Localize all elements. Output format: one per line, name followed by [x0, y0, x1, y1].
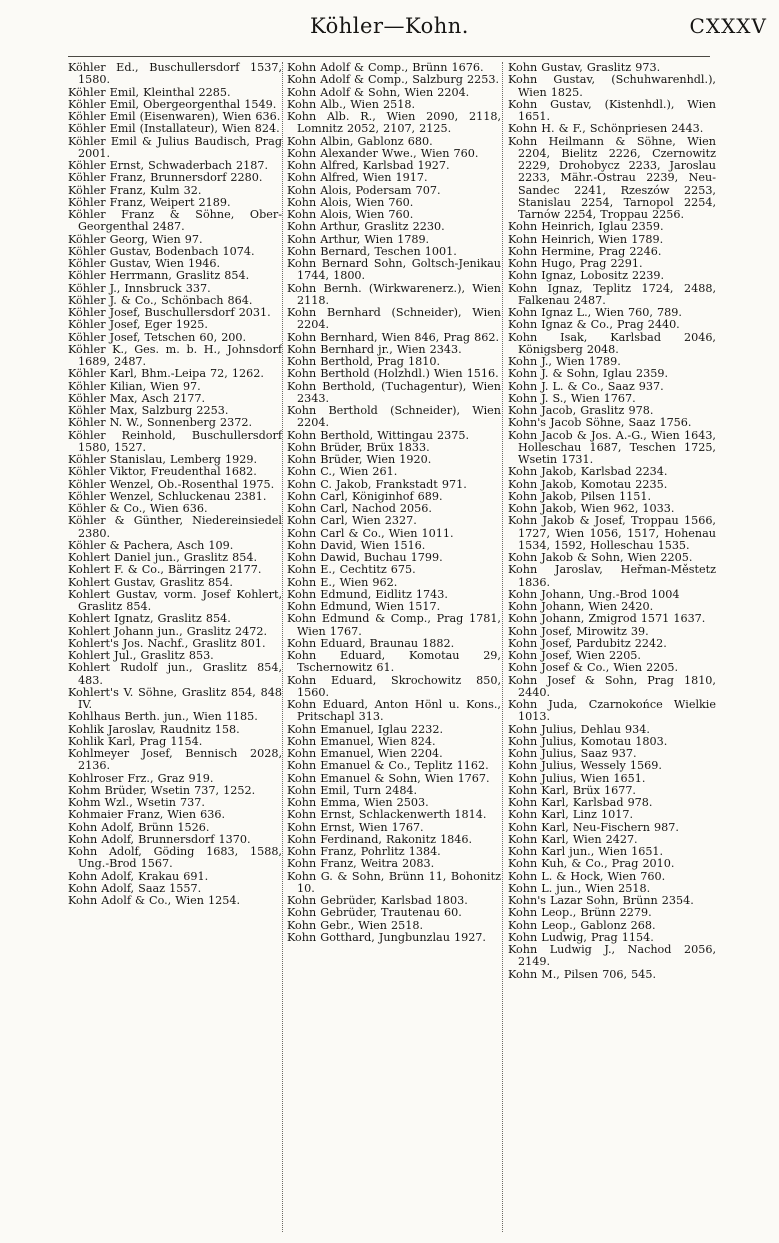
directory-entry: Köhler Stanislau, Lemberg 1929.: [68, 453, 258, 466]
directory-entry: Kohn Alexander Wwe., Wien 760.: [287, 146, 479, 160]
directory-entry: Kohn Jakob & Sohn, Wien 2205.: [508, 551, 693, 564]
directory-entry: Kohn Leop., Brünn 2279.: [508, 906, 652, 920]
directory-entry: Kohlert's Jos. Nachf., Graslitz 801.: [68, 636, 266, 650]
directory-entry: Kohn Karl jun., Wien 1651.: [508, 845, 664, 858]
page-header: [0, 8, 779, 48]
directory-entry: Kohlmeyer Josef, Bennisch 2028, 2136.: [68, 747, 282, 773]
column-divider: [502, 62, 504, 1232]
directory-entry: Kohn Jacob & Jos. A.-G., Wien 1643, Holleschau 1687, Teschen 1725, Wsetin 1731.: [508, 428, 716, 466]
directory-entry: Kohn Leop., Gablonz 268.: [508, 918, 656, 932]
directory-entry: Kohn Karl, Linz 1017.: [508, 808, 634, 822]
directory-entry: Kohn Gotthard, Jungbunzlau 1927.: [287, 930, 486, 944]
header-rule: [68, 56, 710, 57]
directory-entry: Kohn Gebrüder, Karlsbad 1803.: [287, 894, 468, 907]
directory-entry: Kohn Alois, Podersam 707.: [287, 183, 441, 197]
directory-entry: Kohn Alb., Wien 2518.: [287, 97, 416, 111]
directory-entry: Kohn Ludwig, Prag 1154.: [508, 930, 654, 944]
directory-entry: Kohn Arthur, Graslitz 2230.: [287, 220, 445, 234]
directory-entry: Kohn Adolf & Co., Wien 1254.: [68, 894, 241, 907]
directory-entry: Kohn Ignaz & Co., Prag 2440.: [508, 318, 680, 332]
directory-entry: Kohlhaus Berth. jun., Wien 1185.: [68, 710, 258, 724]
directory-entry: Köhler Emil (Eisenwaren), Wien 636.: [68, 110, 281, 123]
column-2: [287, 62, 501, 1234]
directory-entry: Kohn Jakob, Pilsen 1151.: [508, 489, 652, 503]
directory-entry: Kohn Bernard Sohn, Goltsch-Jenikau 1744, 1800.: [287, 257, 501, 283]
directory-entry: Kohn Hermine, Prag 2246.: [508, 244, 662, 258]
directory-entry: Kohn C. Jakob, Frankstadt 971.: [287, 477, 467, 491]
directory-entry: Kohn Ignaz, Lobositz 2239.: [508, 269, 665, 283]
directory-entry: Kohn M., Pilsen 706, 545.: [508, 967, 657, 981]
directory-entry: Kohmaier Franz, Wien 636.: [68, 808, 226, 822]
directory-entry: Kohn Emanuel, Wien 2204.: [287, 747, 443, 760]
directory-entry: Kohn Brüder, Brüx 1833.: [287, 440, 430, 454]
directory-entry: Kohn Carl & Co., Wien 1011.: [287, 526, 454, 540]
directory-entry: Kohn Ignaz, Teplitz 1724, 2488, Falkenau 2487.: [508, 281, 716, 307]
directory-entry: Köhler Herrmann, Graslitz 854.: [68, 269, 250, 283]
directory-entry: Kohlert Jul., Graslitz 853.: [68, 649, 214, 662]
directory-entry: Kohn Jakob & Josef, Troppau 1566, 1727, Wien 1056, 1517, Hohenau 1534, 1592, Holleschau 1535.: [508, 514, 716, 552]
directory-entry: Kohn Heinrich, Wien 1789.: [508, 232, 664, 246]
directory-entry: Köhler Josef, Buschullersdorf 2031.: [68, 306, 271, 319]
directory-entry: Kohn Ferdinand, Rakonitz 1846.: [287, 832, 473, 846]
directory-entry: Kohn Edmund & Comp., Prag 1781, Wien 1767.: [287, 612, 501, 638]
directory-entry: Kohn Adolf, Saaz 1557.: [68, 881, 202, 895]
directory-entry: Kohn Carl, Königinhof 689.: [287, 489, 443, 503]
column-divider: [282, 62, 284, 1232]
directory-entry: Kohn Jakob, Karlsbad 2234.: [508, 465, 668, 479]
directory-entry: Kohn Bernh. (Wirkwarenerz.), Wien 2118.: [287, 281, 501, 307]
directory-entry: Kohn Josef, Wien 2205.: [508, 649, 641, 662]
directory-entry: Kohn Adolf, Brünn 1526.: [68, 820, 210, 834]
directory-entry: Kohn J. L. & Co., Saaz 937.: [508, 379, 664, 393]
directory-entry: Kohn Alois, Wien 760.: [287, 195, 414, 209]
directory-entry: Kohn Arthur, Wien 1789.: [287, 232, 430, 246]
directory-entry: Kohn Emil, Turn 2484.: [287, 783, 418, 797]
directory-entry: Kohn Johann, Ung.-Brod 1004: [508, 587, 680, 601]
directory-entry: Köhler K., Ges. m. b. H., Johnsdorf 1689, 2487.: [68, 342, 282, 368]
directory-entry: Kohm Brüder, Wsetin 737, 1252.: [68, 783, 256, 797]
directory-entry: Kohm Wzl., Wsetin 737.: [68, 796, 205, 809]
directory-entry: Kohn Jaroslav, Heřman-Městetz 1836.: [508, 563, 716, 589]
directory-entry: Köhler Franz, Weipert 2189.: [68, 195, 231, 209]
directory-entry: Kohn Emanuel, Wien 824.: [287, 734, 436, 748]
directory-entry: Köhler Emil (Installateur), Wien 824.: [68, 122, 280, 136]
directory-entry: Kohn Julius, Dehlau 934.: [508, 722, 650, 736]
directory-entry: Kohn Carl, Wien 2327.: [287, 514, 417, 528]
column-3: [508, 62, 716, 1234]
directory-entry: Kohn's Lazar Sohn, Brünn 2354.: [508, 894, 694, 907]
directory-entry: Köhler Gustav, Bodenbach 1074.: [68, 244, 255, 258]
directory-entry: Kohlert Gustav, vorm. Josef Kohlert, Graslitz 854.: [68, 587, 282, 613]
directory-entry: Köhler & Co., Wien 636.: [68, 502, 208, 515]
directory-entry: Kohlert Daniel jun., Graslitz 854.: [68, 551, 258, 564]
directory-entry: Köhler N. W., Sonnenberg 2372.: [68, 416, 253, 430]
directory-entry: Kohn Adolf, Göding 1683, 1588, Ung.-Brod 1567.: [68, 845, 282, 871]
directory-entry: Kohn Julius, Wien 1651.: [508, 771, 646, 785]
directory-entry: Kohn Jakob, Komotau 2235.: [508, 477, 668, 491]
directory-entry: Kohn Jakob, Wien 962, 1033.: [508, 502, 675, 515]
directory-entry: Kohn Edmund, Wien 1517.: [287, 600, 441, 613]
directory-entry: Köhler Georg, Wien 97.: [68, 232, 203, 246]
directory-entry: Kohlert Johann jun., Graslitz 2472.: [68, 624, 268, 638]
directory-entry: Kohn Emanuel & Co., Teplitz 1162.: [287, 759, 489, 773]
directory-entry: Kohn Heinrich, Iglau 2359.: [508, 220, 664, 234]
directory-entry: Kohn Albin, Gablonz 680.: [287, 134, 433, 148]
directory-entry: Kohn E., Wien 962.: [287, 575, 398, 589]
directory-entry: Kohlert Gustav, Graslitz 854.: [68, 575, 233, 589]
directory-entry: Kohn Karl, Brüx 1677.: [508, 783, 636, 797]
directory-entry: Köhler Ed., Buschullersdorf 1537, 1580.: [68, 62, 282, 87]
directory-entry: Kohlert Rudolf jun., Graslitz 854, 483.: [68, 661, 282, 687]
directory-entry: Kohn Gebr., Wien 2518.: [287, 918, 424, 932]
directory-entry: Kohn Johann, Zmigrod 1571 1637.: [508, 612, 706, 626]
directory-entry: Köhler Viktor, Freudenthal 1682.: [68, 465, 257, 479]
directory-entry: Kohn Juda, Czarnokońce Wielkie 1013.: [508, 698, 716, 724]
directory-entry: Köhler & Günther, Niedereinsiedel 2380.: [68, 514, 282, 540]
directory-entry: Köhler Emil, Kleinthal 2285.: [68, 85, 231, 99]
directory-entry: Kohn H. & F., Schönpriesen 2443.: [508, 122, 704, 136]
directory-entry: Kohn Gebrüder, Trautenau 60.: [287, 906, 462, 920]
directory-entry: Kohn L. & Hock, Wien 760.: [508, 869, 666, 883]
directory-entry: Kohn G. & Sohn, Brünn 11, Bohonitz 10.: [287, 869, 501, 895]
directory-entry: Köhler Josef, Eger 1925.: [68, 318, 208, 332]
directory-entry: Kohn J., Wien 1789.: [508, 355, 621, 368]
directory-entry: Kohn David, Wien 1516.: [287, 538, 426, 552]
directory-entry: Köhler Max, Salzburg 2253.: [68, 404, 229, 417]
directory-entry: Kohn Isak, Karlsbad 2046, Königsberg 2048.: [508, 330, 716, 356]
directory-entry: Köhler Emil, Obergeorgenthal 1549.: [68, 97, 277, 111]
directory-entry: Kohn Gustav, (Kistenhdl.), Wien 1651.: [508, 97, 716, 123]
directory-entry: Köhler Wenzel, Schluckenau 2381.: [68, 489, 267, 503]
directory-entry: Kohn Eduard, Komotau 29, Tschernowitz 61.: [287, 649, 501, 675]
directory-entry: Kohn Alb. R., Wien 2090, 2118, Lomnitz 2052, 2107, 2125.: [287, 110, 501, 136]
directory-entry: Kohn Emma, Wien 2503.: [287, 796, 429, 809]
directory-entry: Köhler J. & Co., Schönbach 864.: [68, 293, 253, 307]
directory-entry: Kohn's Jacob Söhne, Saaz 1756.: [508, 416, 692, 430]
directory-entry: Kohn Adolf, Brunnersdorf 1370.: [68, 832, 251, 846]
directory-entry: Kohn Edmund, Eidlitz 1743.: [287, 587, 448, 601]
directory-entry: Kohlert Ignatz, Graslitz 854.: [68, 612, 231, 626]
directory-entry: Köhler J., Innsbruck 337.: [68, 281, 211, 295]
directory-entry: Köhler Reinhold, Buschullersdorf 1580, 1527.: [68, 428, 282, 454]
directory-entry: Kohn Alois, Wien 760.: [287, 208, 414, 221]
directory-entry: Kohn Adolf & Comp., Salzburg 2253.: [287, 73, 500, 87]
directory-entry: Köhler Ernst, Schwaderbach 2187.: [68, 159, 269, 172]
directory-entry: Kohn Berthold, Wittingau 2375.: [287, 428, 470, 442]
directory-entry: Kohn Emanuel, Iglau 2232.: [287, 722, 444, 736]
directory-entry: Kohn Berthold, (Tuchagentur), Wien 2343.: [287, 379, 501, 405]
directory-entry: Kohn Josef & Co., Wien 2205.: [508, 661, 679, 675]
directory-entry: Kohn Kuh, & Co., Prag 2010.: [508, 857, 675, 871]
directory-entry: Kohn C., Wien 261.: [287, 465, 398, 479]
page-number: CXXXV: [689, 14, 767, 38]
directory-entry: Kohn Alfred, Karlsbad 1927.: [287, 159, 450, 172]
directory-entry: Kohn Eduard, Skrochowitz 850, 1560.: [287, 673, 501, 699]
directory-entry: Kohn Brüder, Wien 1920.: [287, 453, 432, 466]
directory-entry: Kohn J. & Sohn, Iglau 2359.: [508, 367, 669, 381]
directory-entry: Kohn Bernard, Teschen 1001.: [287, 244, 457, 258]
page-title: Köhler—Kohn.: [310, 14, 469, 38]
directory-entry: Kohlik Karl, Prag 1154.: [68, 734, 203, 748]
directory-entry: Kohn Alfred, Wien 1917.: [287, 171, 428, 185]
directory-entry: Kohn Carl, Nachod 2056.: [287, 502, 432, 515]
directory-entry: Kohn Heilmann & Söhne, Wien 2204, Bielitz 2226, Czernowitz 2229, Drohobycz 2233, Jaroslau 2233, Mähr.-Ostrau 2239, Neu-Sandec 2241, Rzeszów 2253, Stanislau 2254, Tarnopol 2254, Tarnów 2254, Troppau 2256.: [508, 134, 716, 221]
directory-entry: Kohn Josef, Mirowitz 39.: [508, 624, 649, 638]
column-1: [68, 62, 282, 1234]
directory-entry: Kohlik Jaroslav, Raudnitz 158.: [68, 722, 240, 736]
directory-entry: Kohn Josef & Sohn, Prag 1810, 2440.: [508, 673, 716, 699]
directory-entry: Kohn L. jun., Wien 2518.: [508, 881, 651, 895]
directory-entry: Kohlroser Frz., Graz 919.: [68, 771, 214, 785]
directory-entry: Köhler Franz & Söhne, Ober-Georgenthal 2487.: [68, 208, 282, 234]
directory-entry: Kohn Karl, Karlsbad 978.: [508, 796, 653, 809]
directory-entry: Köhler Karl, Bhm.-Leipa 72, 1262.: [68, 367, 264, 381]
directory-entry: Kohn J. S., Wien 1767.: [508, 391, 636, 405]
directory-entry: Köhler & Pachera, Asch 109.: [68, 538, 234, 552]
directory-entry: Kohn Jacob, Graslitz 978.: [508, 404, 654, 417]
directory-entry: Kohn Dawid, Buchau 1799.: [287, 551, 443, 564]
directory-entry: Kohn Franz, Weitra 2083.: [287, 857, 435, 871]
directory-entry: Kohn Ernst, Schlackenwerth 1814.: [287, 808, 487, 822]
directory-entry: Kohn E., Cechtitz 675.: [287, 563, 416, 577]
directory-entry: Kohn Emanuel & Sohn, Wien 1767.: [287, 771, 490, 785]
directory-entry: Kohn Julius, Wessely 1569.: [508, 759, 662, 773]
directory-entry: Kohlert's V. Söhne, Graslitz 854, 848 IV.: [68, 685, 282, 711]
directory-entry: Kohn Eduard, Anton Hönl u. Kons., Pritschapl 313.: [287, 698, 501, 724]
directory-entry: Kohn Karl, Wien 2427.: [508, 832, 638, 846]
directory-entry: Köhler Max, Asch 2177.: [68, 391, 206, 405]
directory-entry: Kohn Julius, Komotau 1803.: [508, 734, 668, 748]
directory-entry: Köhler Gustav, Wien 1946.: [68, 257, 221, 270]
directory-entry: Köhler Franz, Kulm 32.: [68, 183, 202, 197]
directory-entry: Kohn Adolf & Sohn, Wien 2204.: [287, 85, 470, 99]
directory-entry: Kohn Eduard, Braunau 1882.: [287, 636, 455, 650]
directory-entry: Kohn Berthold (Schneider), Wien 2204.: [287, 404, 501, 430]
directory-entry: Köhler Wenzel, Ob.-Rosenthal 1975.: [68, 477, 275, 491]
directory-entry: Kohn Bernhard jr., Wien 2343.: [287, 342, 462, 356]
directory-entry: Kohn Karl, Neu-Fischern 987.: [508, 820, 679, 834]
directory-entry: Kohn Bernhard (Schneider), Wien 2204.: [287, 306, 501, 332]
directory-entry: Köhler Josef, Tetschen 60, 200.: [68, 330, 247, 344]
directory-entry: Kohn Berthold (Holzhdl.) Wien 1516.: [287, 367, 499, 381]
directory-entry: Kohn Adolf, Krakau 691.: [68, 869, 209, 883]
directory-entry: Kohn Gustav, Graslitz 973.: [508, 62, 661, 74]
directory-entry: Kohn Julius, Saaz 937.: [508, 747, 637, 760]
directory-entry: Kohn Josef, Pardubitz 2242.: [508, 636, 667, 650]
directory-entry: Kohn Johann, Wien 2420.: [508, 600, 654, 613]
directory-entry: Kohn Ludwig J., Nachod 2056, 2149.: [508, 943, 716, 969]
directory-entry: Kohn Ignaz L., Wien 760, 789.: [508, 306, 682, 319]
directory-entry: Köhler Kilian, Wien 97.: [68, 379, 201, 393]
directory-entry: Kohn Gustav, (Schuhwarenhdl.), Wien 1825.: [508, 73, 716, 99]
directory-entry: Kohn Berthold, Prag 1810.: [287, 355, 441, 368]
directory-entry: Köhler Emil & Julius Baudisch, Prag 2001.: [68, 134, 282, 160]
directory-entry: Kohn Franz, Pohrlitz 1384.: [287, 845, 441, 858]
directory-entry: Köhler Franz, Brunnersdorf 2280.: [68, 171, 263, 185]
directory-entry: Kohn Adolf & Comp., Brünn 1676.: [287, 62, 484, 74]
directory-entry: Kohn Hugo, Prag 2291.: [508, 257, 643, 270]
directory-entry: Kohn Ernst, Wien 1767.: [287, 820, 424, 834]
directory-entry: Kohn Bernhard, Wien 846, Prag 862.: [287, 330, 500, 344]
directory-entry: Kohlert F. & Co., Bärringen 2177.: [68, 563, 262, 577]
